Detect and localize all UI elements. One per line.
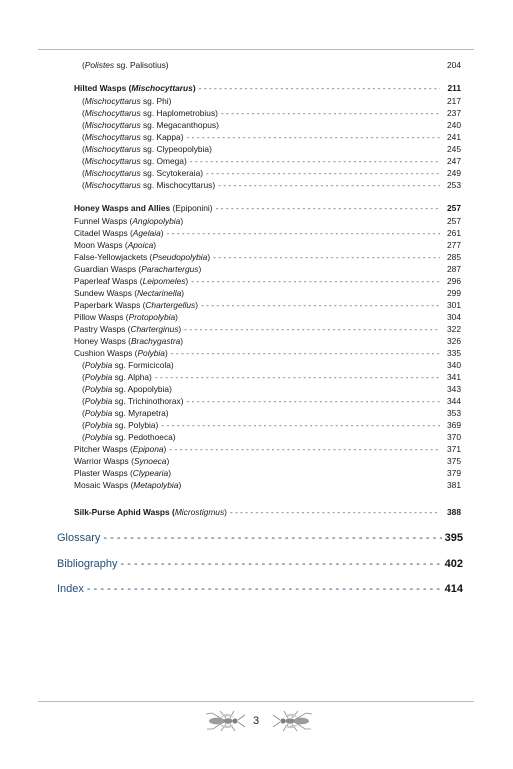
toc-entry-title: (Mischocyttarus sg. Clypeopolybia) (82, 144, 212, 154)
dot-leader (206, 168, 440, 178)
toc-entry[interactable] (74, 444, 461, 456)
toc-entry-title: (Mischocyttarus sg. Kappa) (82, 132, 184, 142)
toc-entry-title: Cushion Wasps (Polybia) (74, 348, 168, 358)
toc-entry[interactable] (82, 408, 461, 420)
toc-entry-page: 285 (447, 252, 461, 262)
toc-entry-title: Hilted Wasps (Mischocyttarus) (74, 83, 196, 93)
toc-entry[interactable] (74, 83, 461, 95)
toc-entry-title: (Mischocyttarus sg. Phi) (82, 96, 172, 106)
dot-leader (155, 372, 440, 382)
toc-entry-title: Plaster Wasps (Clypearia) (74, 468, 171, 478)
toc-entry[interactable] (74, 300, 461, 312)
toc-entry-page: 371 (447, 444, 461, 454)
toc-entry-title: (Polybia sg. Formicicola) (82, 360, 174, 370)
toc-entry-page: 240 (447, 120, 461, 130)
toc-entry[interactable] (74, 240, 461, 252)
toc-entry-page: 304 (447, 312, 461, 322)
dot-leader (201, 300, 440, 310)
toc-entry[interactable] (82, 144, 461, 156)
toc-section-page: 414 (444, 583, 463, 595)
toc-section-glossary[interactable] (57, 532, 463, 544)
toc-entry-title: (Polybia sg. Apopolybia) (82, 384, 172, 394)
toc-entry-page: 204 (447, 60, 461, 70)
toc-entry-title: Honey Wasps (Brachygastra) (74, 336, 184, 346)
toc-entry[interactable] (82, 360, 461, 372)
toc-entry[interactable] (74, 348, 461, 360)
toc-entry-title: Citadel Wasps (Agelaia) (74, 228, 164, 238)
toc-entry-page: 375 (447, 456, 461, 466)
toc-entry-title: Pillow Wasps (Protopolybia) (74, 312, 178, 322)
toc-entry[interactable] (74, 324, 461, 336)
toc-entry-title: (Mischocyttarus sg. Megacanthopus) (82, 120, 219, 130)
toc-entry-title: Funnel Wasps (Angiopolybia) (74, 216, 184, 226)
toc-entry[interactable] (74, 468, 461, 480)
dot-leader (169, 444, 440, 454)
dot-leader (191, 276, 440, 286)
toc-entry-page: 343 (447, 384, 461, 394)
toc-entry-page: 257 (447, 216, 461, 226)
toc-entry[interactable] (82, 420, 461, 432)
toc-entry[interactable] (82, 180, 461, 192)
dot-leader (121, 558, 442, 570)
toc-entry-title: (Mischocyttarus sg. Omega) (82, 156, 187, 166)
toc-entry-page: 335 (447, 348, 461, 358)
toc-entry-page: 353 (447, 408, 461, 418)
toc-entry-page: 299 (447, 288, 461, 298)
dot-leader (167, 228, 440, 238)
toc-entry-page: 257 (447, 203, 461, 213)
toc-entry[interactable] (74, 312, 461, 324)
dot-leader (171, 348, 440, 358)
toc-entry-title: Sundew Wasps (Nectarinella) (74, 288, 185, 298)
toc-entry[interactable] (82, 108, 461, 120)
toc-entry[interactable] (74, 288, 461, 300)
toc-entry-title: Moon Wasps (Apoica) (74, 240, 157, 250)
toc-entry-title: Pitcher Wasps (Epipona) (74, 444, 167, 454)
dot-leader (190, 156, 440, 166)
toc-entry-title: (Polybia sg. Trichinothorax) (82, 396, 184, 406)
dot-leader (187, 132, 441, 142)
page-number: 3 (252, 715, 260, 727)
toc-section-label: Bibliography (57, 558, 118, 570)
toc-entry-title: Honey Wasps and Allies (Epiponini) (74, 203, 213, 213)
toc-entry-title: Silk-Purse Aphid Wasps (Microstigmus) (74, 507, 227, 517)
footer-rule (38, 701, 474, 702)
toc-section-label: Glossary (57, 532, 101, 544)
toc-entry-title: Warrior Wasps (Synoeca) (74, 456, 170, 466)
toc-entry-page: 247 (447, 156, 461, 166)
toc-entry[interactable] (74, 276, 461, 288)
toc-entry[interactable] (82, 432, 461, 444)
dot-leader (184, 324, 440, 334)
toc-entry[interactable] (74, 264, 461, 276)
toc-entry-page: 388 (447, 507, 461, 517)
toc-section-label: Index (57, 583, 84, 595)
dot-leader (221, 108, 440, 118)
toc-entry-page: 217 (447, 96, 461, 106)
toc-entry[interactable] (74, 228, 461, 240)
toc-entry-page: 369 (447, 420, 461, 430)
toc-entry-page: 277 (447, 240, 461, 250)
toc-entry-page: 341 (447, 372, 461, 382)
dot-leader (218, 180, 440, 190)
toc-entry[interactable] (82, 120, 461, 132)
toc-entry-title: Guardian Wasps (Parachartergus) (74, 264, 202, 274)
toc-entry-page: 344 (447, 396, 461, 406)
toc-entry-page: 326 (447, 336, 461, 346)
toc-entry-page: 261 (447, 228, 461, 238)
toc-entry-title: (Polistes sg. Palisotius) (82, 60, 169, 70)
toc-entry-page: 211 (447, 83, 461, 93)
toc-entry-page: 237 (447, 108, 461, 118)
toc-entry[interactable] (82, 168, 461, 180)
toc-entry-page: 340 (447, 360, 461, 370)
toc-entry-title: False-Yellowjackets (Pseudopolybia) (74, 252, 211, 262)
toc-section-page: 402 (444, 558, 463, 570)
toc-entry[interactable] (74, 336, 461, 348)
toc-entry[interactable] (74, 507, 461, 519)
wasp-icon (204, 709, 248, 733)
toc-entry[interactable] (74, 456, 461, 468)
toc-entry[interactable] (82, 384, 461, 396)
toc-entry-page: 322 (447, 324, 461, 334)
toc-entry-page: 241 (447, 132, 461, 142)
dot-leader (230, 507, 440, 517)
toc-entry-title: (Polybia sg. Polybia) (82, 420, 159, 430)
toc-entry-title: (Mischocyttarus sg. Scytokeraia) (82, 168, 204, 178)
toc-entry-title: Mosaic Wasps (Metapolybia) (74, 480, 182, 490)
toc-entry-title: (Polybia sg. Alpha) (82, 372, 152, 382)
toc-entry[interactable] (74, 252, 461, 264)
toc-section-bibliography[interactable] (57, 558, 463, 570)
toc-entry-title: Paperleaf Wasps (Leipomeles) (74, 276, 189, 286)
toc-entry-title: (Mischocyttarus sg. Haplometrobius) (82, 108, 218, 118)
toc-entry-page: 379 (447, 468, 461, 478)
toc-entry-page: 245 (447, 144, 461, 154)
toc-entry-title: (Polybia sg. Myrapetra) (82, 408, 169, 418)
dot-leader (213, 252, 440, 262)
toc-entry[interactable] (82, 96, 461, 108)
dot-leader (199, 83, 440, 93)
toc-section-index[interactable] (57, 583, 463, 595)
toc-section-page: 395 (444, 532, 463, 544)
toc-entry-title: Pastry Wasps (Charterginus) (74, 324, 182, 334)
toc-entry-title: (Mischocyttarus sg. Mischocyttarus) (82, 180, 216, 190)
toc-entry-title: (Polybia sg. Pedothoeca) (82, 432, 176, 442)
toc-entry[interactable] (74, 203, 461, 215)
toc-entry[interactable] (74, 216, 461, 228)
wasp-icon (270, 709, 314, 733)
page-footer (0, 705, 513, 741)
toc-entry[interactable] (82, 372, 461, 384)
toc-entry-page: 381 (447, 480, 461, 490)
dot-leader (186, 396, 440, 406)
toc-entry-page: 249 (447, 168, 461, 178)
toc-entry[interactable] (82, 156, 461, 168)
toc-entry-page: 296 (447, 276, 461, 286)
dot-leader (216, 203, 440, 213)
toc-entry-page: 301 (447, 300, 461, 310)
dot-leader (103, 532, 441, 544)
toc-entry[interactable] (82, 132, 461, 144)
toc-entry-title: Paperbark Wasps (Chartergellus) (74, 300, 198, 310)
dot-leader (87, 583, 442, 595)
toc-entry[interactable] (82, 396, 461, 408)
dot-leader (161, 420, 440, 430)
toc-entry-page: 370 (447, 432, 461, 442)
toc-entry[interactable] (82, 60, 461, 72)
toc-entry[interactable] (74, 480, 461, 492)
toc-entry-page: 287 (447, 264, 461, 274)
toc-entry-page: 253 (447, 180, 461, 190)
